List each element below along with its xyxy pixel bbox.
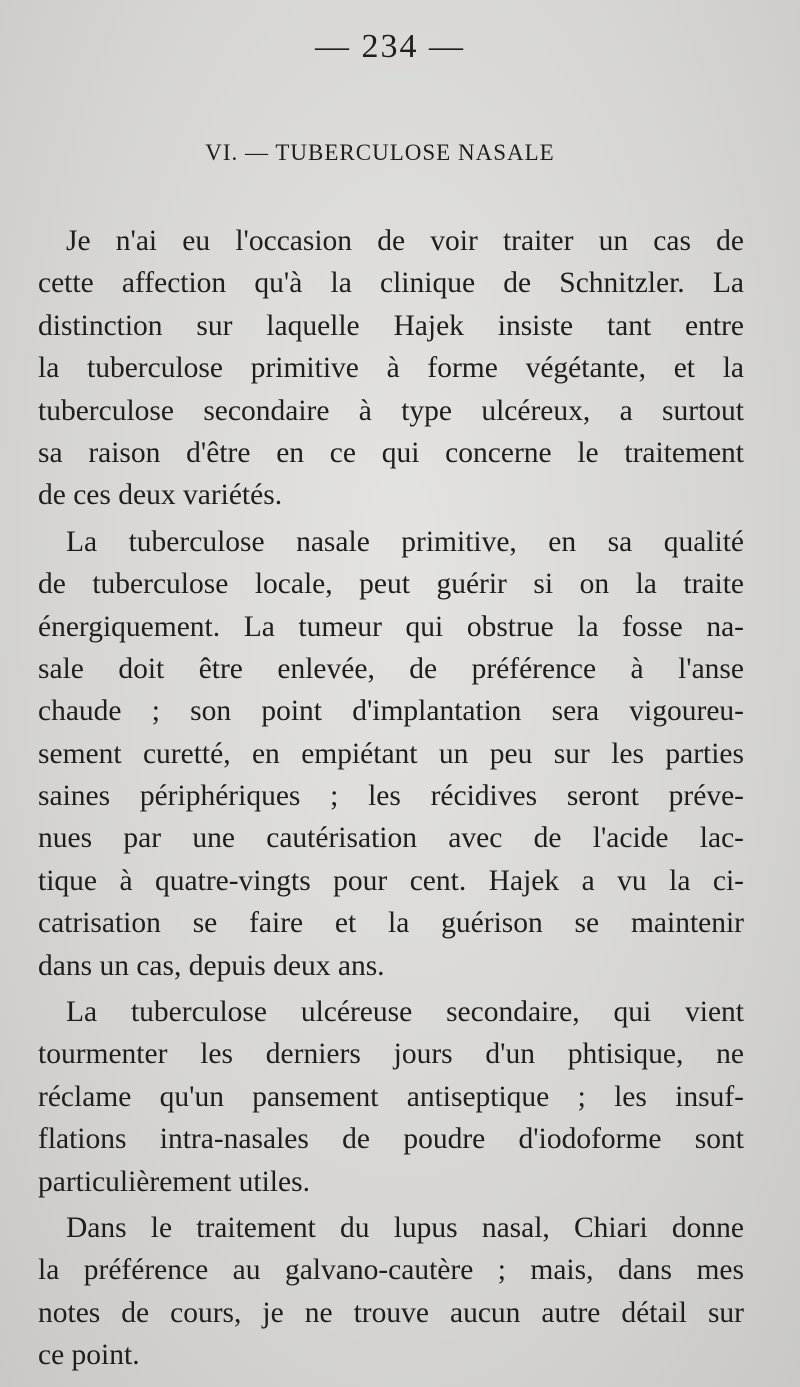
paragraph-1 bbox=[38, 220, 744, 517]
text-line: la tuberculose primitive à forme végétante, et la bbox=[38, 352, 744, 385]
text-line: de ces deux variétés. bbox=[38, 479, 283, 512]
text-line: cette affection qu'à la clinique de Schnitzler. La bbox=[38, 267, 744, 300]
text-line: réclame qu'un pansement antiseptique ; les insuf- bbox=[38, 1080, 744, 1113]
paragraph-3 bbox=[38, 991, 744, 1203]
page-number: — 234 — bbox=[315, 28, 465, 65]
text-line: tique à quatre-vingts pour cent. Hajek a vu la ci- bbox=[38, 864, 744, 897]
text-line: catrisation se faire et la guérison se maintenir bbox=[38, 907, 744, 940]
text-line: énergiquement. La tumeur qui obstrue la fosse na- bbox=[38, 610, 744, 643]
body-text bbox=[38, 220, 744, 1377]
text-line: chaude ; son point d'implantation sera vigoureu- bbox=[38, 695, 744, 728]
paragraph-2 bbox=[38, 521, 744, 987]
text-line: flations intra-nasales de poudre d'iodoforme sont bbox=[38, 1123, 744, 1156]
text-line: sement curetté, en empiétant un peu sur les parties bbox=[38, 737, 744, 770]
section-title: VI. — TUBERCULOSE NASALE bbox=[205, 140, 555, 165]
text-line: Je n'ai eu l'occasion de voir traiter un cas de bbox=[66, 225, 744, 257]
text-line: la préférence au galvano-cautère ; mais, dans mes bbox=[38, 1254, 744, 1287]
text-line: tuberculose secondaire à type ulcéreux, a surtout bbox=[38, 394, 744, 427]
text-line: sale doit être enlevée, de préférence à l'anse bbox=[38, 652, 744, 685]
text-line: ce point. bbox=[38, 1339, 140, 1372]
text-line: dans un cas, depuis deux ans. bbox=[38, 949, 385, 982]
text-line: sa raison d'être en ce qui concerne le traitement bbox=[38, 436, 744, 469]
text-line: tourmenter les derniers jours d'un phtisique, ne bbox=[38, 1038, 744, 1071]
text-line: nues par une cautérisation avec de l'acide lac- bbox=[38, 822, 744, 855]
paragraph-4 bbox=[38, 1207, 744, 1377]
text-line: particulièrement utiles. bbox=[38, 1165, 310, 1198]
text-line: distinction sur laquelle Hajek insiste tant entre bbox=[38, 309, 744, 342]
text-line: La tuberculose nasale primitive, en sa qualité bbox=[66, 525, 744, 558]
text-line: de tuberculose locale, peut guérir si on la traite bbox=[38, 568, 744, 601]
text-line: notes de cours, je ne trouve aucun autre détail sur bbox=[38, 1296, 744, 1329]
text-line: La tuberculose ulcéreuse secondaire, qui vient bbox=[66, 996, 744, 1029]
text-line: Dans le traitement du lupus nasal, Chiari donne bbox=[66, 1211, 744, 1244]
text-line: saines périphériques ; les récidives seront préve- bbox=[38, 780, 744, 813]
